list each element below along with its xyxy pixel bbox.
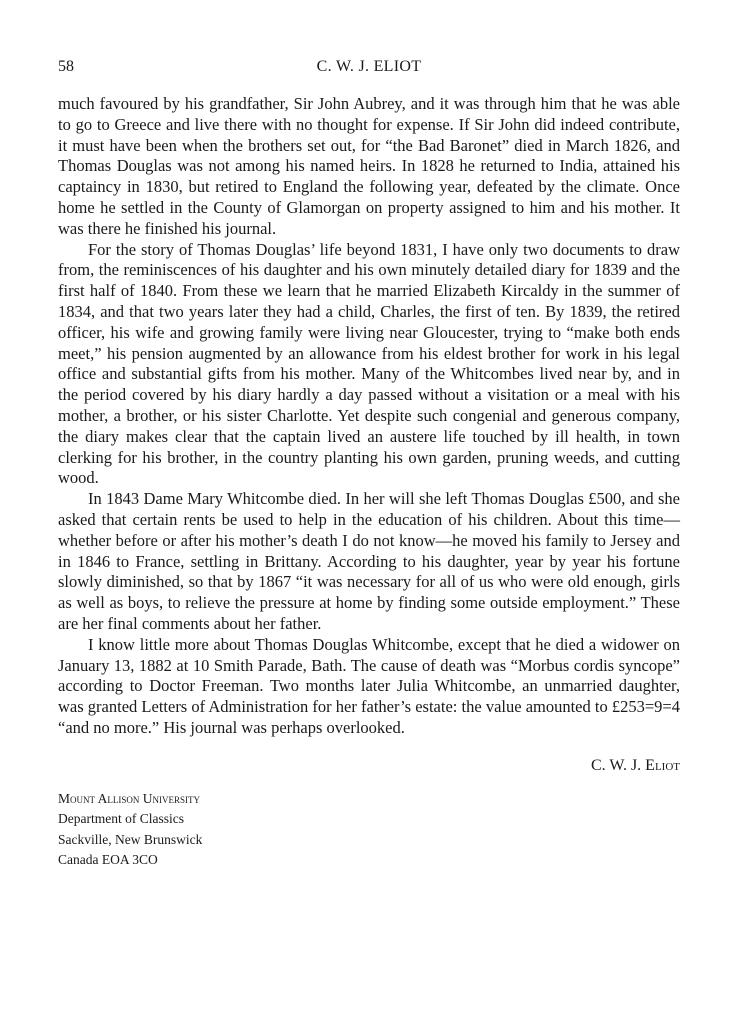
paragraph-4: I know little more about Thomas Douglas Whitcombe, except that he died a widower on January 13, 1882 at 10 Smith Parade, Bath. The cause of death was “Morbus cordis syncope” according to Doctor Freeman. Two months later Julia Whitcombe, an unmarried daughter, was granted Letters of Administration for her father’s estate: the value amounted to £253=9=4 “and no more.” His journal was perhaps overlooked. bbox=[58, 634, 680, 737]
running-title: C. W. J. ELIOT bbox=[316, 58, 422, 75]
author-affiliation bbox=[58, 789, 680, 871]
page-number: 58 bbox=[58, 58, 74, 75]
paragraph-1: much favoured by his grandfather, Sir John Aubrey, and it was through him that he was able to go to Greece and live there with no thought for expense. If Sir John did indeed contribute, it must have been when the brothers set out, for “the Bad Baronet” died in March 1826, and Thomas Douglas was not among his named heirs. In 1828 he returned to India, attained his captaincy in 1830, but retired to England the following year, defeated by the climate. Once home he settled in the County of Glamorgan on property assigned to him and his mother. It was there he finished his journal. bbox=[58, 94, 680, 238]
department-name: Department of Classics bbox=[58, 811, 184, 827]
paragraph-2: For the story of Thomas Douglas’ life beyond 1831, I have only two documents to draw from, the reminiscences of his daughter and his own minutely detailed diary for 1839 and the first half of 1840. From these we learn that he married Elizabeth Kircaldy in the summer of 1834, and that two years later they had a child, Charles, the first of ten. By 1839, the retired officer, his wife and growing family were living near Gloucester, trying to “make both ends meet,” his pension augmented by an allowance from his eldest brother for work in his legal office and substantial gifts from his mother. Many of the Whitcombes lived near by, and in the period covered by his diary hardly a day passed without a visitation or a meal with his mother, a brother, or his sister Charlotte. Yet despite such congenial and generous company, the diary makes clear that the captain lived an austere life touched by ill health, in town clerking for his brother, in the country planting his own garden, pruning weeds, and cutting wood. bbox=[58, 239, 680, 488]
article-body bbox=[58, 94, 680, 739]
author-name: C. W. J. Eliot bbox=[590, 756, 680, 774]
author-signature bbox=[58, 755, 680, 777]
paragraph-3: In 1843 Dame Mary Whitcombe died. In her will she left Thomas Douglas £500, and she asked that certain rents be used to help in the education of his children. About this time—whether before or after his mother’s death I do not know—he moved his family to Jersey and in 1846 to France, settling in Brittany. According to his daughter, year by year his fortune slowly diminished, so that by 1867 “it was necessary for all of us who were old enough, girls as well as boys, to relieve the pressure at home by finding some outside employment.” These are her final comments about her father. bbox=[58, 489, 680, 633]
city-line: Sackville, New Brunswick bbox=[58, 831, 203, 847]
institution-name: Mount Allison University bbox=[58, 790, 200, 806]
country-line: Canada EOA 3CO bbox=[58, 852, 158, 868]
page bbox=[58, 56, 680, 871]
running-head bbox=[58, 56, 680, 78]
